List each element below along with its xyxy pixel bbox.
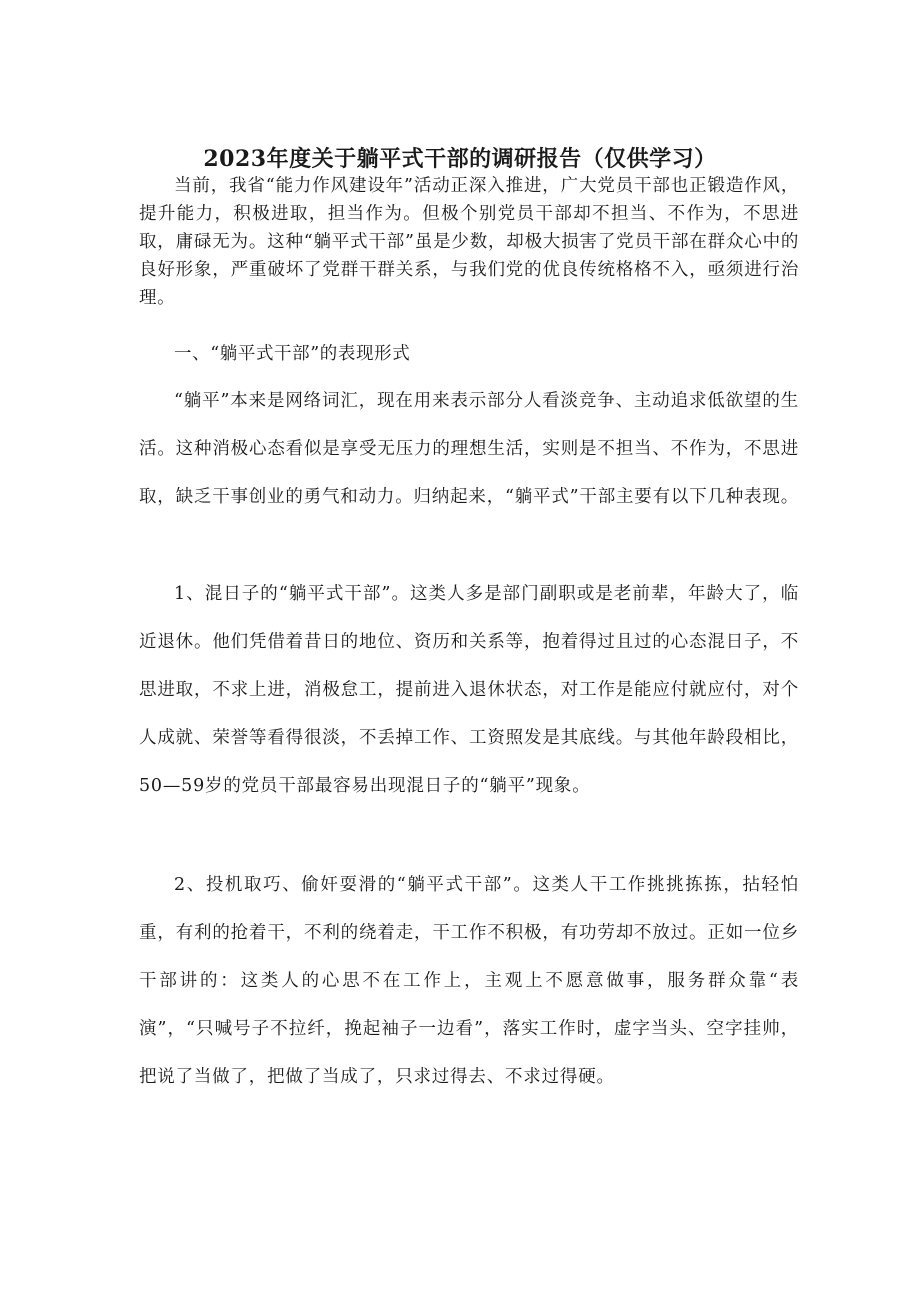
body-paragraph-type-2: 2、投机取巧、偷奸耍滑的“躺平式干部”。这类人干工作挑挑拣拣，拈轻怕重，有利的抢着干，不利的绕着走，干工作不积极，有功劳却不放过。正如一位乡干部讲的：这类人的心思不在工作上，主观上不愿意做事，服务群众靠“表演”，“只喊号子不拉纤，挽起袖子一边看”，落实工作时，虚字当头、空字挂帅，把说了当做了，把做了当成了，只求过得去、不求过得硬。 — [139, 875, 799, 1087]
document-title: 2023年度关于躺平式干部的调研报告（仅供学习） — [203, 146, 717, 172]
intro-paragraph: 当前，我省“能力作风建设年”活动正深入推进，广大党员干部也正锻造作风，提升能力，积极进取，担当作为。但极个别党员干部却不担当、不作为，不思进取，庸碌无为。这种“躺平式干部”虽是少数，却极大损害了党员干部在群众心中的良好形象，严重破坏了党群干群关系，与我们党的优良传统格格不入，亟须进行治理。 — [139, 176, 799, 308]
section-heading: 一、“躺平式干部”的表现形式 — [174, 344, 411, 364]
body-paragraph-lying-flat-definition: “躺平”本来是网络词汇，现在用来表示部分人看淡竞争、主动追求低欲望的生活。这种消极心态看似是享受无压力的理想生活，实则是不担当、不作为，不思进取，缺乏干事创业的勇气和动力。归纳起来，“躺平式”干部主要有以下几种表现。 — [139, 391, 799, 507]
body-paragraph-type-1: 1、混日子的“躺平式干部”。这类人多是部门副职或是老前辈，年龄大了，临近退休。他们凭借着昔日的地位、资历和关系等，抱着得过且过的心态混日子，不思进取，不求上进，消极怠工，提前进入退休状态，对工作是能应付就应付，对个人成就、荣誉等看得很淡，不丢掉工作、工资照发是其底线。与其他年龄段相比，50—59岁的党员干部最容易出现混日子的“躺平”现象。 — [139, 584, 799, 796]
